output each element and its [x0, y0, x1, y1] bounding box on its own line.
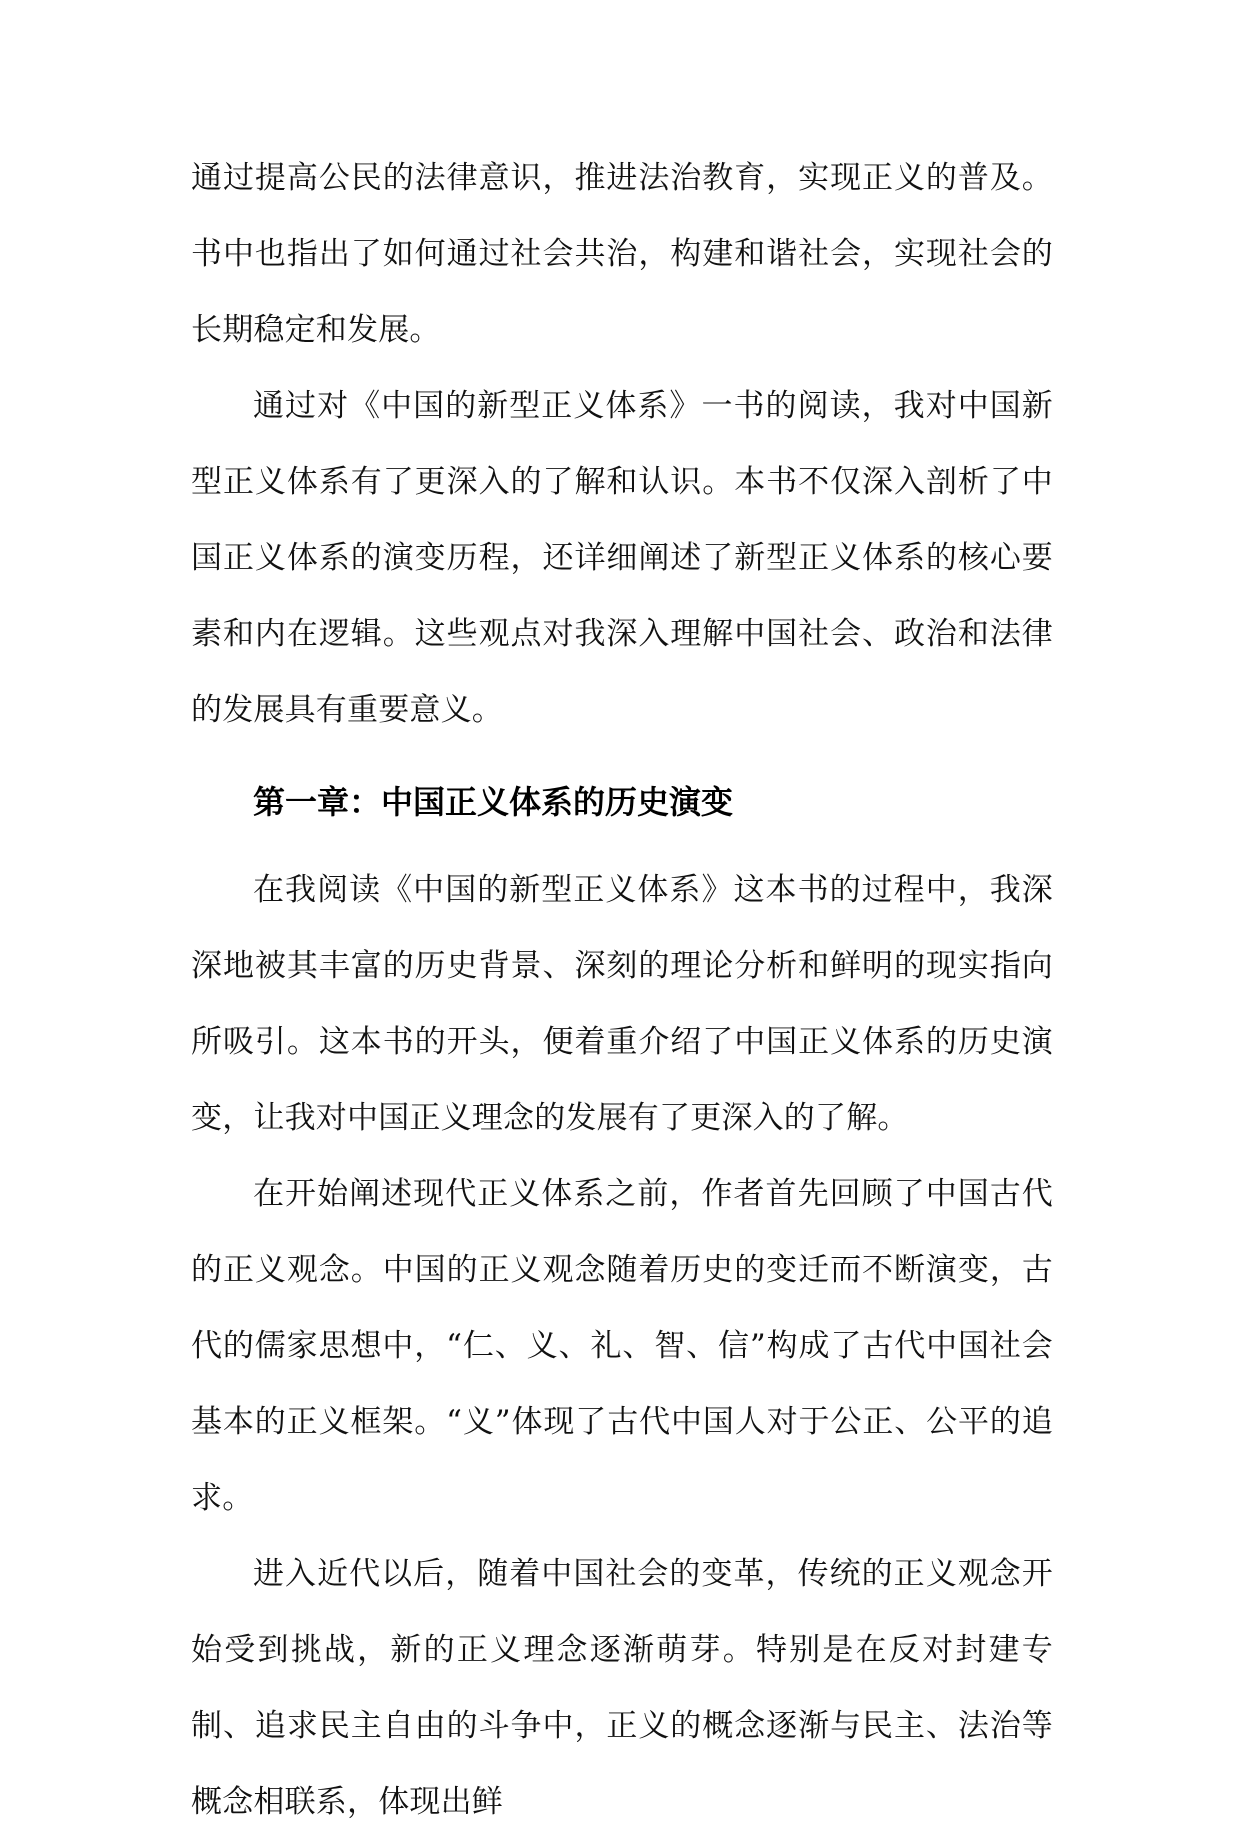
paragraph-reading-reflection: 通过对《中国的新型正义体系》一书的阅读，我对中国新型正义体系有了更深入的了解和认识。本书不仅深入剖析了中国正义体系的演变历程，还详细阐述了新型正义体系的核心要素和内在逻辑。这些观点对我深入理解中国社会、政治和法律的发展具有重要意义。	[191, 388, 1053, 728]
paragraph-continued: 通过提高公民的法律意识，推进法治教育，实现正义的普及。书中也指出了如何通过社会共治，构建和谐社会，实现社会的长期稳定和发展。	[191, 160, 1053, 348]
paragraph-modern-justice: 进入近代以后，随着中国社会的变革，传统的正义观念开始受到挑战，新的正义理念逐渐萌芽。特别是在反对封建专制、追求民主自由的斗争中，正义的概念逐渐与民主、法治等概念相联系，体现出鲜	[191, 1556, 1053, 1820]
paragraph-ancient-justice: 在开始阐述现代正义体系之前，作者首先回顾了中国古代的正义观念。中国的正义观念随着历史的变迁而不断演变，古代的儒家思想中，“仁、义、礼、智、信”构成了古代中国社会基本的正义框架。“义”体现了古代中国人对于公正、公平的追求。	[191, 1176, 1053, 1516]
document-body	[191, 140, 1053, 1840]
chapter-heading: 第一章：中国正义体系的历史演变	[253, 783, 734, 821]
paragraph-chapter-intro: 在我阅读《中国的新型正义体系》这本书的过程中，我深深地被其丰富的历史背景、深刻的理论分析和鲜明的现实指向所吸引。这本书的开头，便着重介绍了中国正义体系的历史演变，让我对中国正义理念的发展有了更深入的了解。	[191, 872, 1053, 1136]
